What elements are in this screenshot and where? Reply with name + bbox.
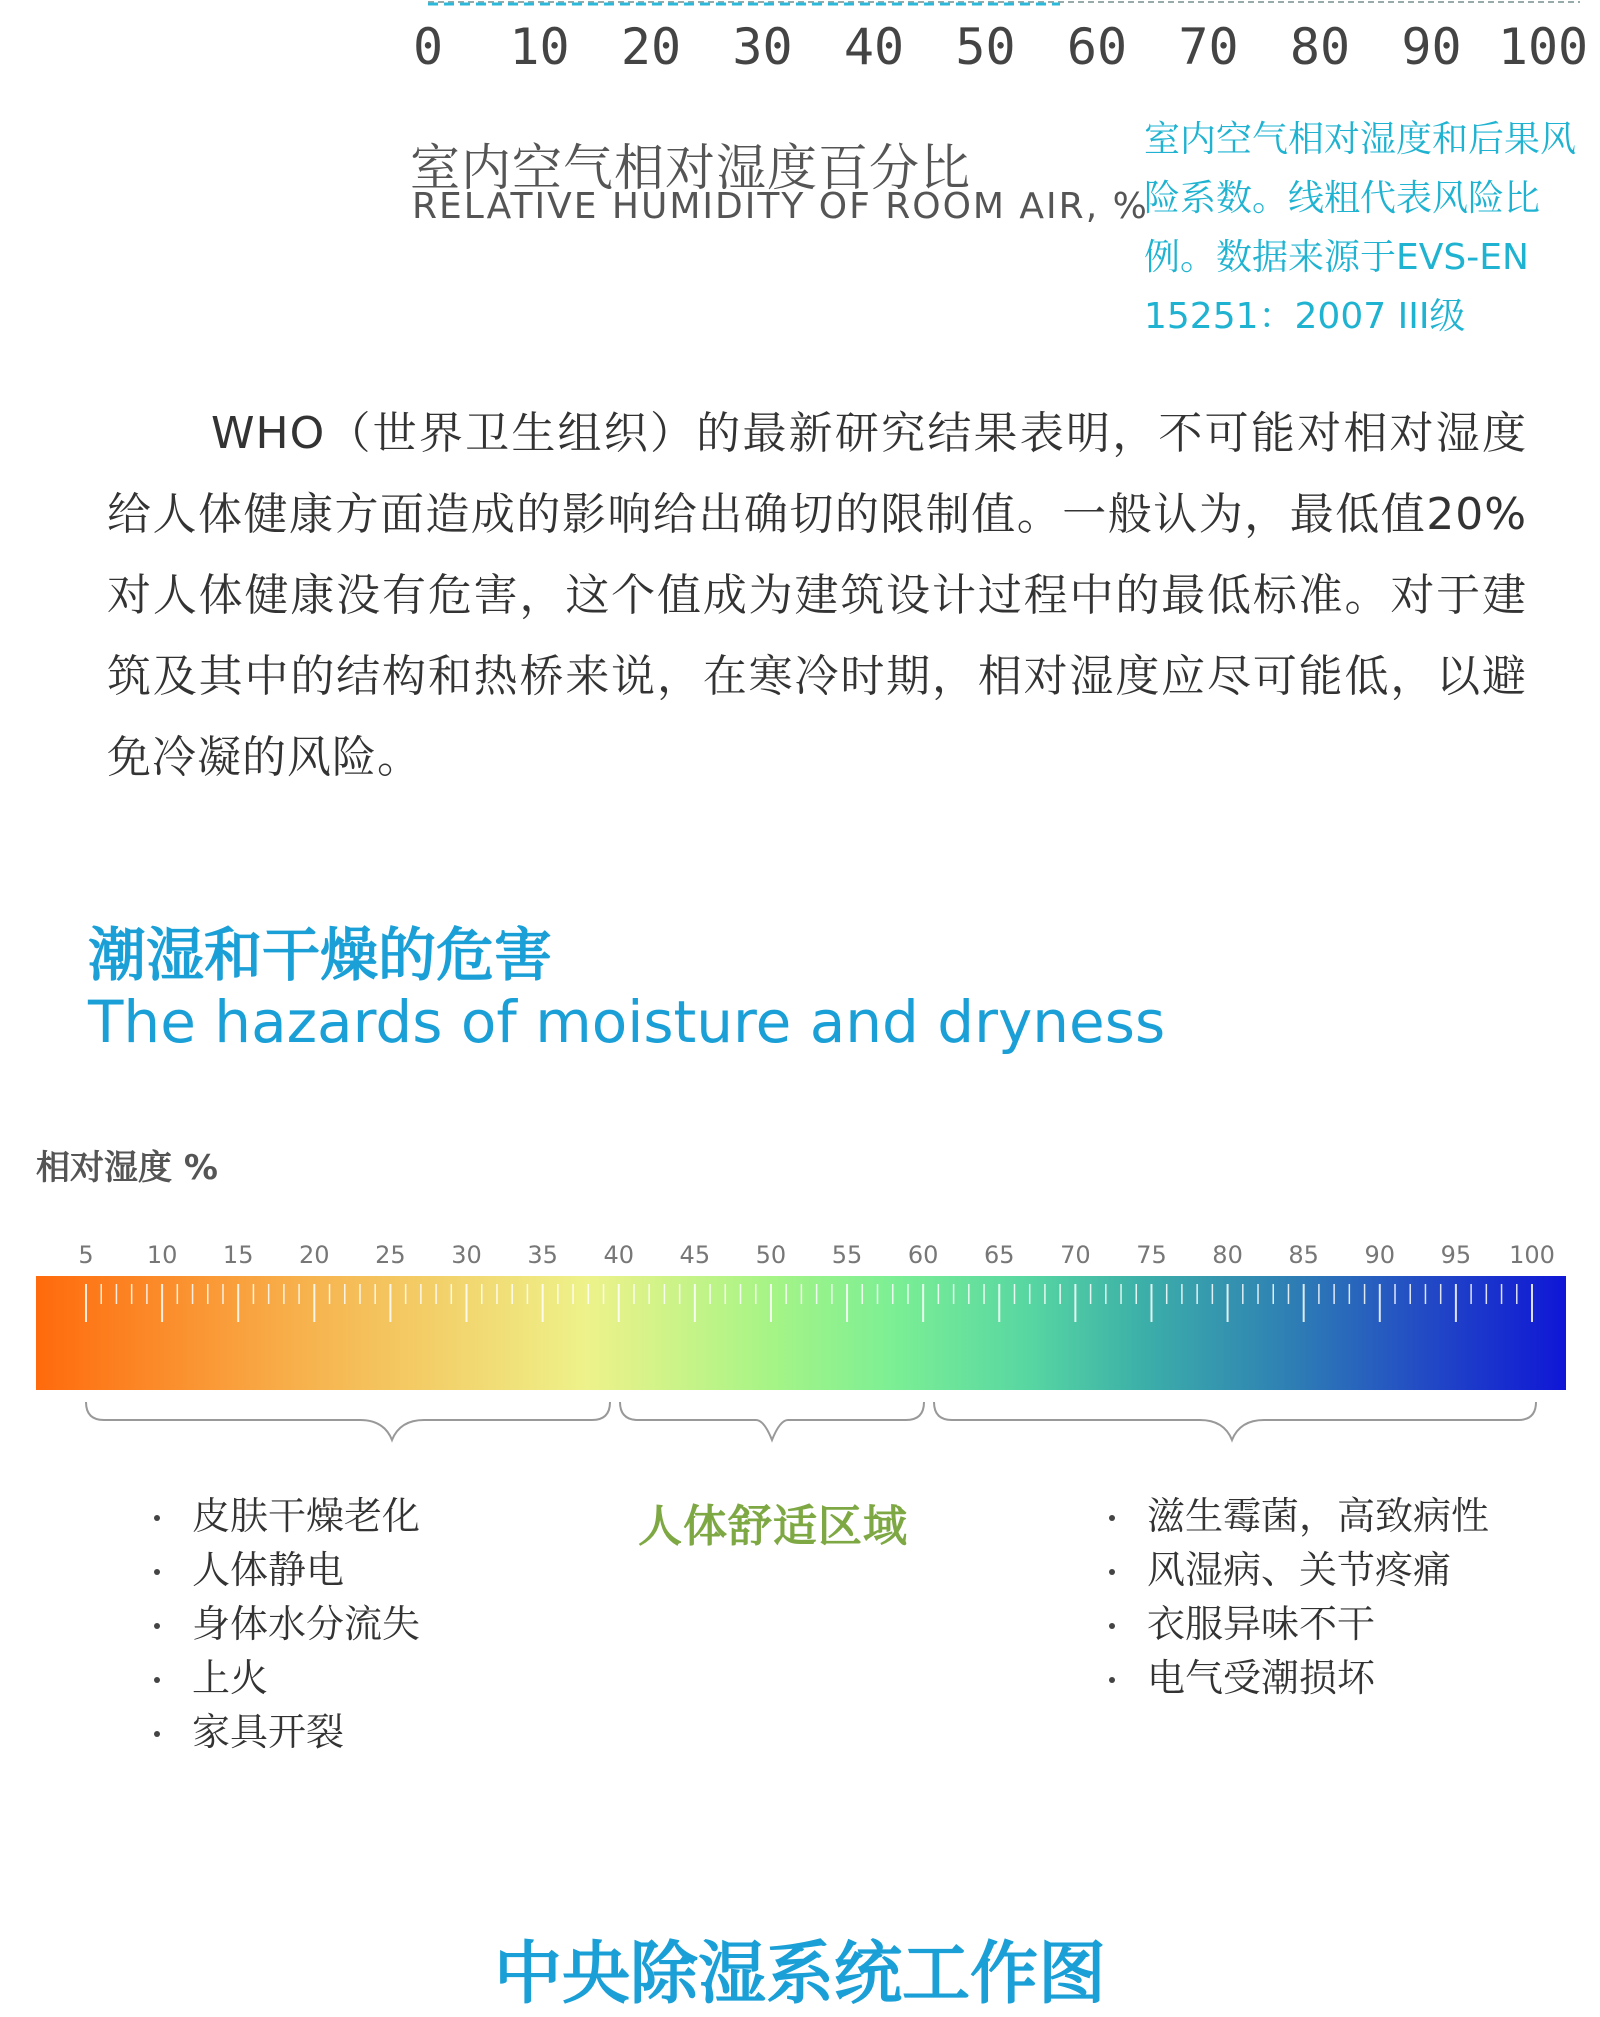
hazards-title-cn: 潮湿和干燥的危害 (88, 921, 553, 989)
scale-number: 85 (1288, 1241, 1319, 1269)
scale-number: 10 (146, 1241, 178, 1269)
top-chart-caption: 室内空气相对湿度和后果风险系数。线粗代表风险比例。数据来源于EVS-EN 15251：2007 III级 (1144, 119, 1577, 337)
top-axis-tick-label: 90 (1401, 18, 1462, 76)
top-axis-tick-label: 80 (1289, 18, 1351, 76)
effect-list-item: 人体静电 (150, 1543, 420, 1597)
comfort-range-brace (620, 1402, 924, 1440)
top-axis-tick-label: 60 (1066, 18, 1128, 76)
scale-number: 80 (1212, 1241, 1243, 1269)
top-axis-tick-label: 10 (509, 18, 570, 76)
effect-list-item: 风湿病、关节疼痛 (1105, 1543, 1489, 1597)
scale-number: 20 (299, 1241, 330, 1269)
effect-list-item: 皮肤干燥老化 (150, 1489, 420, 1543)
scale-number: 90 (1364, 1241, 1396, 1269)
top-axis-tick-label: 20 (620, 18, 682, 76)
scale-number: 25 (375, 1241, 406, 1269)
dehumidification-diagram-title: 中央除湿系统工作图 (493, 1935, 1106, 2014)
top-axis-tick-label: 40 (843, 18, 905, 76)
effect-list-item: 滋生霉菌，高致病性 (1105, 1489, 1489, 1543)
top-chart-axis-title-en: RELATIVE HUMIDITY OF ROOM AIR, % (412, 186, 1149, 227)
top-axis-tick-label: 70 (1178, 18, 1239, 76)
scale-number: 95 (1440, 1241, 1472, 1269)
scale-number: 5 (78, 1241, 94, 1269)
comfort-zone-label: 人体舒适区域 (638, 1501, 908, 1552)
scale-number: 50 (755, 1241, 787, 1269)
effect-list-item: 上火 (150, 1651, 420, 1705)
dry-range-brace (86, 1402, 610, 1440)
scale-number: 60 (907, 1241, 939, 1269)
top-axis-tick-label: 50 (955, 18, 1016, 76)
scale-number: 100 (1509, 1241, 1555, 1269)
top-axis-tick-label: 30 (732, 18, 793, 76)
top-chart-axis-title-cn: 室内空气相对湿度百分比 (410, 139, 971, 197)
scale-number: 55 (831, 1241, 863, 1269)
who-paragraph: WHO（世界卫生组织）的最新研究结果表明，不可能对相对湿度给人体健康方面造成的影响给出确切的限制值。一般认为，最低值20%对人体健康没有危害，这个值成为建筑设计过程中的最低标准。对于建筑及其中的结构和热桥来说，在寒冷时期，相对湿度应尽可能低，以避免冷凝的风险。 (107, 408, 1527, 783)
scale-number: 15 (222, 1241, 254, 1269)
dry-effects-list (150, 1489, 420, 1759)
effect-list-item: 身体水分流失 (150, 1597, 420, 1651)
humidity-scale-label: 相对湿度 % (36, 1148, 218, 1188)
humid-effects-list (1105, 1489, 1489, 1705)
effect-list-item: 衣服异味不干 (1105, 1597, 1489, 1651)
scale-number: 65 (983, 1241, 1015, 1269)
humid-range-brace (934, 1402, 1536, 1440)
top-axis-tick-label: 0 (412, 18, 444, 76)
scale-number: 45 (679, 1241, 711, 1269)
effect-list-item: 家具开裂 (150, 1705, 420, 1759)
hazards-title-en: The hazards of moisture and dryness (88, 988, 1166, 1056)
effect-list-item: 电气受潮损坏 (1105, 1651, 1489, 1705)
scale-number: 70 (1060, 1241, 1091, 1269)
scale-number: 40 (603, 1241, 635, 1269)
top-axis-tick-label: 100 (1497, 18, 1589, 76)
scale-number: 35 (527, 1241, 558, 1269)
scale-number: 30 (451, 1241, 482, 1269)
scale-number: 75 (1136, 1241, 1167, 1269)
